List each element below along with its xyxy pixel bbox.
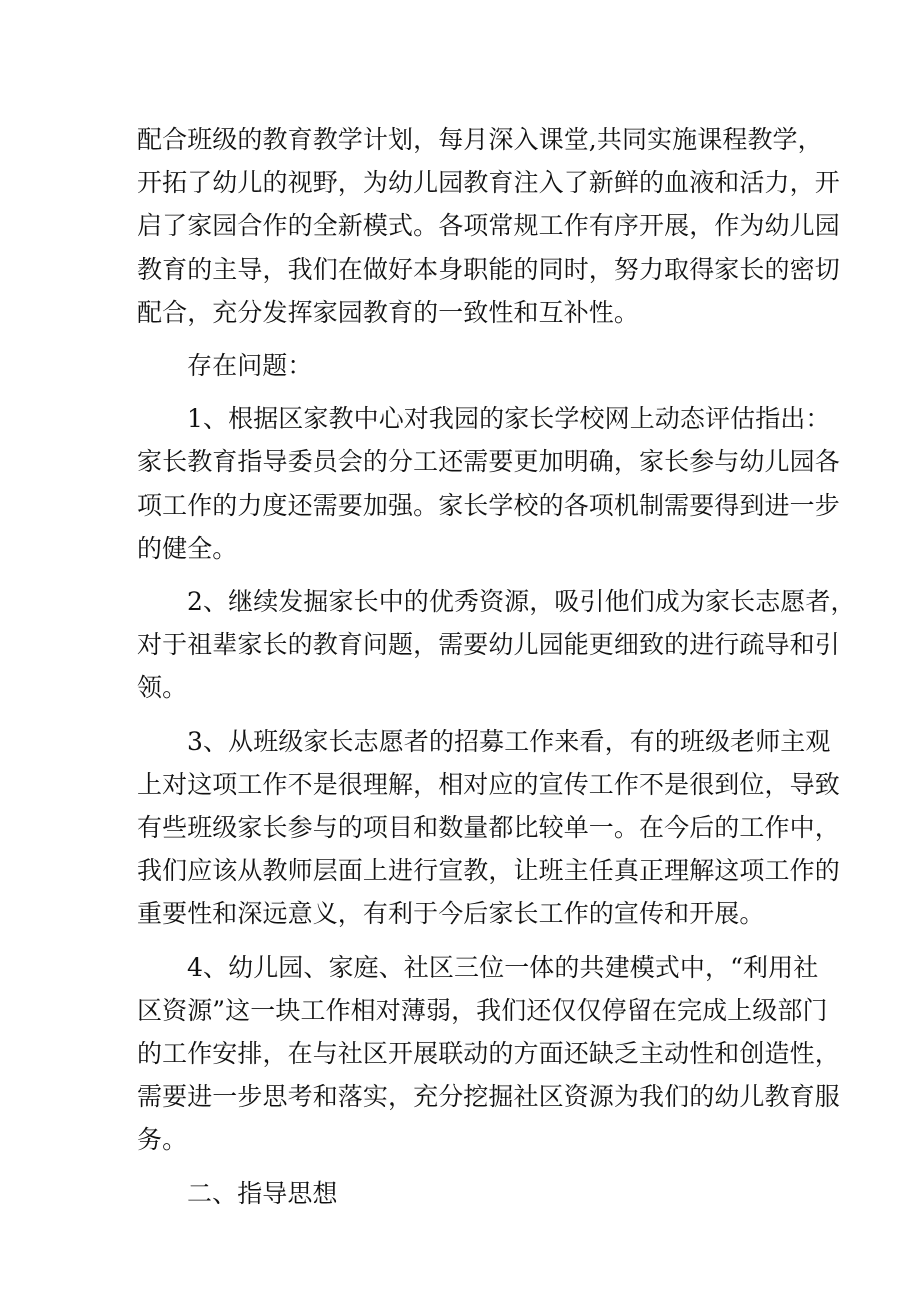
paragraph-problem-4 [137, 946, 840, 1162]
paragraph-problem-2 [137, 580, 856, 710]
text-line: 我们应该从教师层面上进行宣教，让班主任真正理解这项工作的 [137, 856, 840, 886]
text-line: 家长教育指导委员会的分工还需要更加明确，家长参与幼儿园各 [137, 447, 840, 477]
paragraph-guiding-ideology-heading [137, 1172, 787, 1215]
text-line: 需要进一步思考和落实，充分挖掘社区资源为我们的幼儿教育服 [137, 1082, 840, 1112]
text-line: 领。 [137, 673, 188, 703]
text-line: 有些班级家长参与的项目和数量都比较单一。在今后的工作中， [137, 813, 840, 843]
text-line: 配合班级的教育教学计划，每月深入课堂,共同实施课程教学， [137, 125, 823, 154]
text-line: 的工作安排，在与社区开展联动的方面还缺乏主动性和创造性， [137, 1039, 840, 1069]
text-line: 3、从班级家长志愿者的招募工作来看，有的班级老师主观 [187, 726, 831, 756]
text-line: 教育的主导，我们在做好本身职能的同时，努力取得家长的密切 [137, 254, 840, 284]
paragraph-problem-3 [137, 720, 840, 936]
text-line: 对于祖辈家长的教育问题，需要幼儿园能更细致的进行疏导和引 [137, 630, 840, 660]
text-line: 的健全。 [137, 533, 238, 563]
paragraph-cooperation-summary [137, 118, 840, 334]
paragraph-problem-1 [137, 397, 840, 570]
paragraph-problems-heading [137, 344, 787, 387]
text-line: 4、幼儿园、家庭、社区三位一体的共建模式中，“利用社 [187, 952, 819, 982]
text-line: 启了家园合作的全新模式。各项常规工作有序开展，作为幼儿园 [137, 211, 840, 241]
text-line: 务。 [137, 1125, 188, 1155]
text-line: 项工作的力度还需要加强。家长学校的各项机制需要得到进一步 [137, 490, 840, 520]
section-heading-guiding-ideology: 二、指导思想 [187, 1178, 338, 1208]
text-line: 上对这项工作不是很理解，相对应的宣传工作不是很到位，导致 [137, 769, 840, 799]
text-line: 重要性和深远意义，有利于今后家长工作的宣传和开展。 [137, 899, 765, 929]
document-body [137, 118, 856, 1215]
text-line: 区资源”这一块工作相对薄弱，我们还仅仅停留在完成上级部门 [137, 995, 828, 1025]
text-line: 1、根据区家教中心对我园的家长学校网上动态评估指出： [187, 404, 831, 434]
text-line: 2、继续发掘家长中的优秀资源，吸引他们成为家长志愿者， [187, 587, 856, 617]
section-heading-problems: 存在问题： [187, 351, 313, 381]
text-line: 配合，充分发挥家园教育的一致性和互补性。 [137, 297, 640, 327]
text-line: 开拓了幼儿的视野，为幼儿园教育注入了新鲜的血液和活力，开 [137, 168, 840, 198]
